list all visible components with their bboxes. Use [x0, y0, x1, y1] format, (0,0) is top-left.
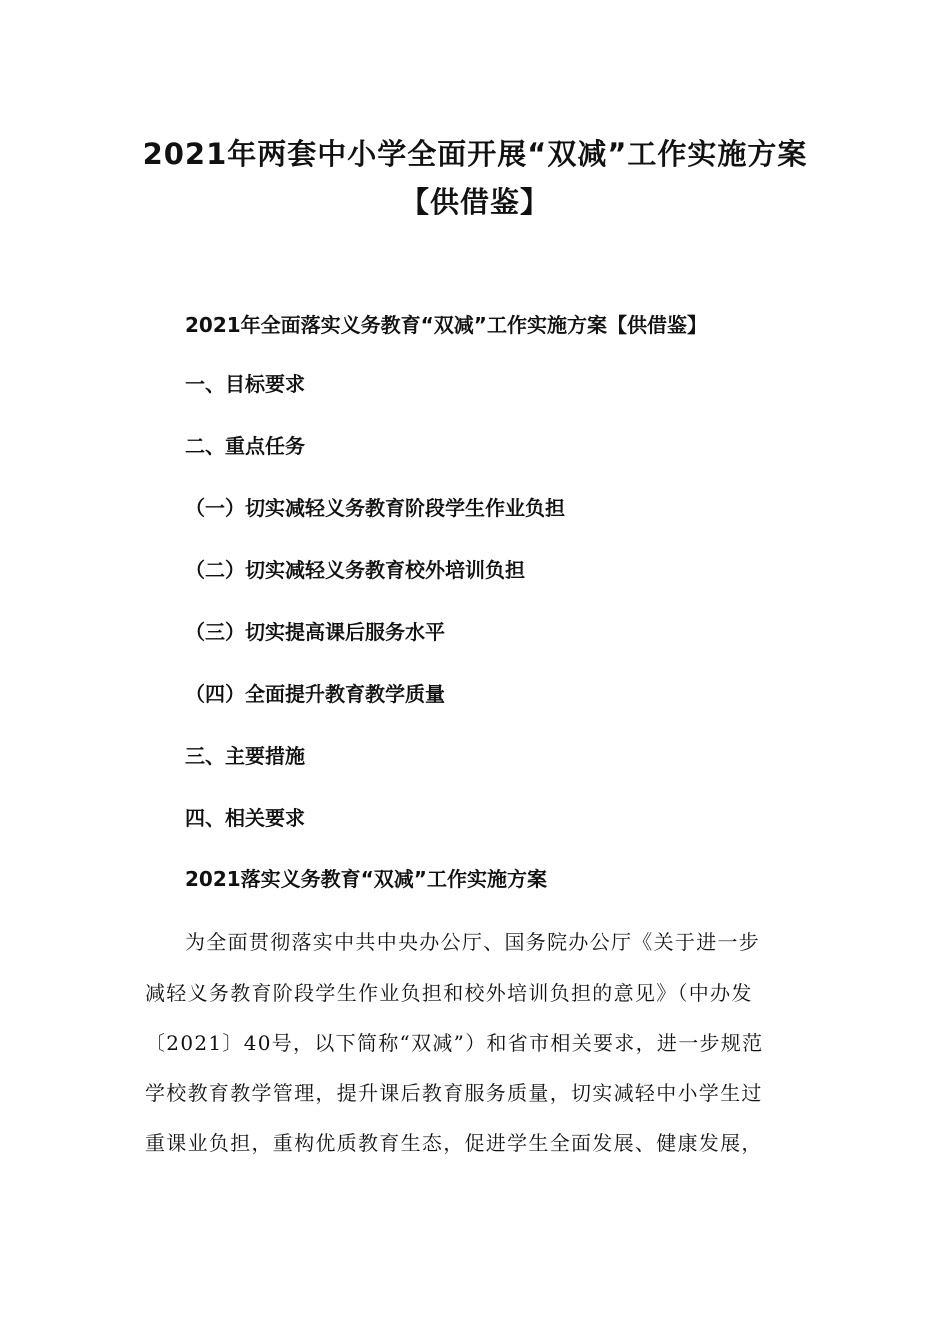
outline-item: （三）切实提高课后服务水平 — [185, 620, 445, 644]
outline-item: （二）切实减轻义务教育校外培训负担 — [185, 558, 525, 582]
outline-item: 一、目标要求 — [185, 372, 305, 396]
section-title: 2021落实义务教育“双减”工作实施方案 — [185, 867, 547, 891]
outline-item: 三、主要措施 — [185, 744, 305, 768]
document-subtitle: 2021年全面落实义务教育“双减”工作实施方案【供借鉴】 — [185, 313, 707, 337]
outline-item: （一）切实减轻义务教育阶段学生作业负担 — [185, 496, 565, 520]
outline-item: 二、重点任务 — [185, 434, 305, 458]
paragraph-line: 〔2021〕40号，以下简称“双减”）和省市相关要求，进一步规范 — [145, 1031, 764, 1055]
outline-item: 四、相关要求 — [185, 806, 305, 830]
paragraph-line: 为全面贯彻落实中共中央办公厅、国务院办公厅《关于进一步 — [185, 930, 761, 954]
document-title-line2: 【供借鉴】 — [399, 185, 550, 219]
paragraph-line: 减轻义务教育阶段学生作业负担和校外培训负担的意见》（中办发 — [145, 981, 753, 1005]
paragraph-line: 重课业负担，重构优质教育生态，促进学生全面发展、健康发展， — [145, 1131, 763, 1155]
outline-item: （四）全面提升教育教学质量 — [185, 682, 445, 706]
paragraph-line: 学校教育教学管理，提升课后教育服务质量，切实减轻中小学生过 — [145, 1081, 763, 1105]
document-title-line1: 2021年两套中小学全面开展“双减”工作实施方案 — [142, 137, 808, 171]
